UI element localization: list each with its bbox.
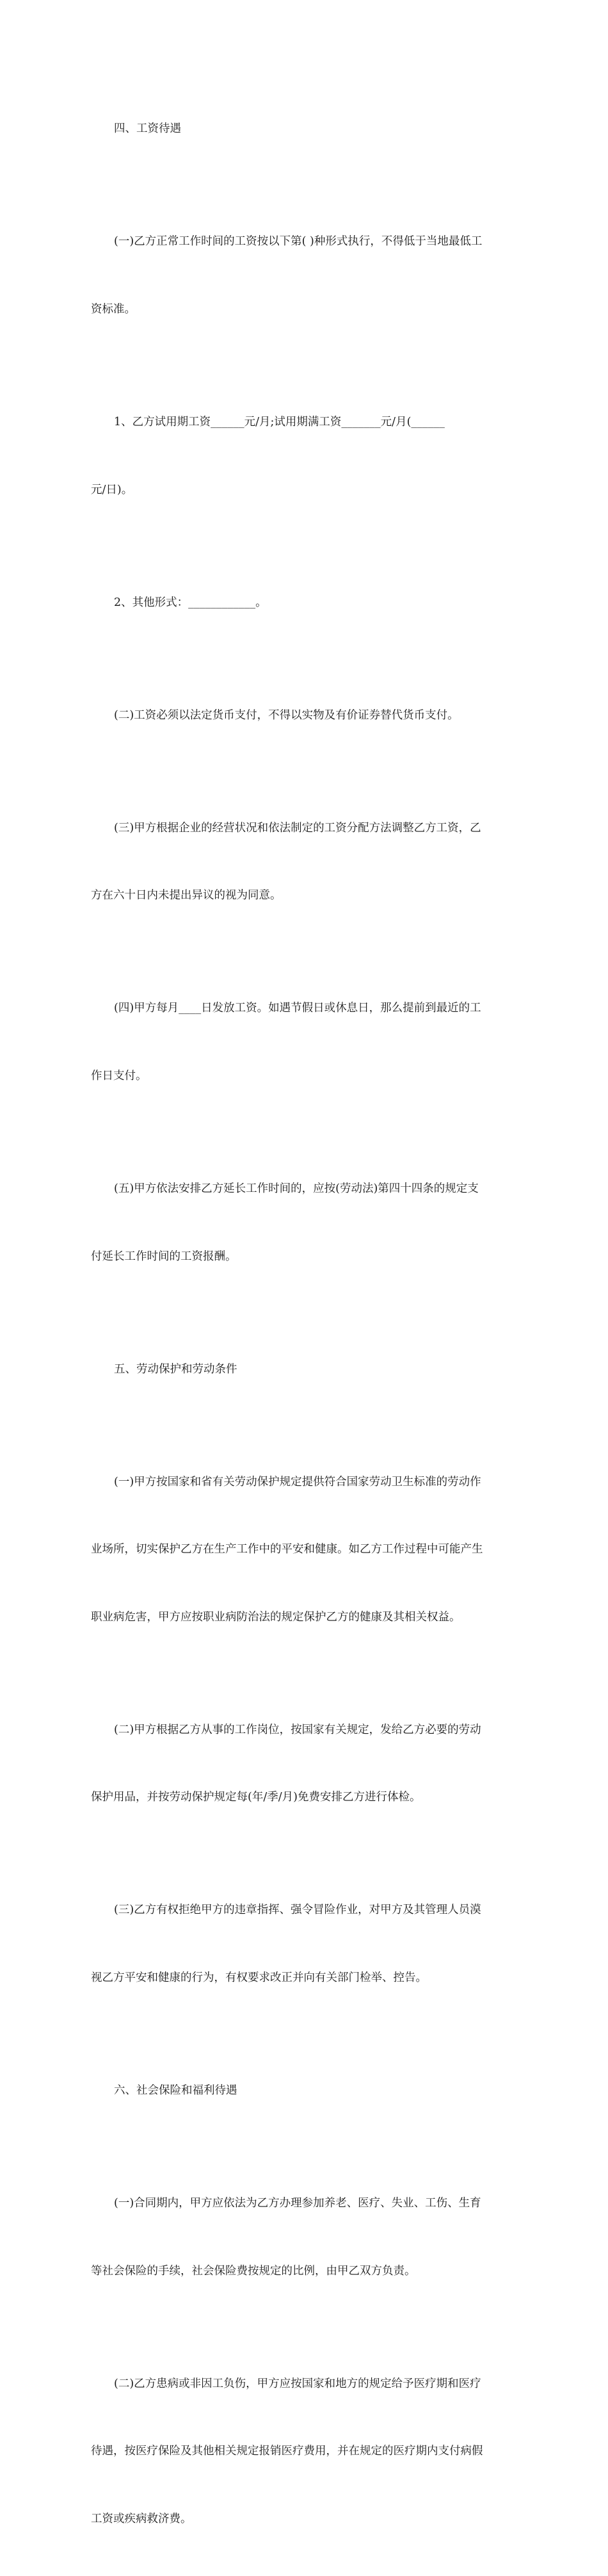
text-line: (二)工资必须以法定货币支付，不得以实物及有价证券替代货币支付。	[114, 708, 459, 722]
text-line: (四)甲方每月____日发放工资。如遇节假日或休息日，那么提前到最近的工	[114, 1002, 481, 1015]
text-line: (一)甲方按国家和省有关劳动保护规定提供符合国家劳动卫生标准的劳动作	[114, 1475, 481, 1488]
text-line: (五)甲方依法安排乙方延长工作时间的，应按(劳动法)第四十四条的规定支	[114, 1182, 479, 1195]
paragraph	[91, 546, 516, 659]
text-line: 四、工资待遇	[114, 122, 181, 136]
paragraph	[91, 1133, 516, 1314]
text-line: (一)合同期内，甲方应依法为乙方办理参加养老、医疗、失业、工伤、生育	[114, 2197, 481, 2210]
text-line: (三)甲方根据企业的经营状况和依法制定的工资分配方法调整乙方工资，乙	[114, 821, 481, 835]
section-heading-labor-protection	[91, 1313, 516, 1426]
text-line: 保护用品，并按劳动保护规定每(年/季/月)免费安排乙方进行体检。	[91, 1791, 421, 1804]
paragraph	[91, 2327, 516, 2575]
paragraph	[91, 1426, 516, 1674]
paragraph	[91, 186, 516, 366]
text-line: 1、乙方试用期工资______元/月;试用期满工资_______元/月(______	[114, 416, 445, 429]
paragraph	[91, 659, 516, 772]
document-page	[91, 73, 516, 2576]
paragraph	[91, 2148, 516, 2328]
paragraph	[91, 772, 516, 952]
paragraph	[91, 1854, 516, 2035]
text-line: 工资或疾病救济费。	[91, 2512, 192, 2525]
text-line: 作日支付。	[91, 1069, 147, 1082]
text-line: (二)乙方患病或非因工负伤，甲方应按国家和地方的规定给予医疗期和医疗	[114, 2377, 481, 2390]
text-line: 六、社会保险和福利待遇	[114, 2084, 237, 2098]
paragraph	[91, 1674, 516, 1854]
text-line: 方在六十日内未提出异议的视为同意。	[91, 889, 282, 902]
text-line: 业场所，切实保护乙方在生产工作中的平安和健康。如乙方工作过程中可能产生	[91, 1543, 483, 1556]
text-line: 等社会保险的手续，社会保险费按规定的比例，由甲乙双方负责。	[91, 2264, 416, 2278]
paragraph	[91, 366, 516, 547]
text-line: (二)甲方根据乙方从事的工作岗位，按国家有关规定，发给乙方必要的劳动	[114, 1723, 481, 1736]
text-line: (一)乙方正常工作时间的工资按以下第( )种形式执行，不得低于当地最低工	[114, 235, 483, 249]
text-line: (三)乙方有权拒绝甲方的违章指挥、强令冒险作业，对甲方及其管理人员漠	[114, 1903, 481, 1917]
text-line: 五、劳动保护和劳动条件	[114, 1362, 237, 1376]
text-line: 待遇，按医疗保险及其他相关规定报销医疗费用，并在规定的医疗期内支付病假	[91, 2445, 483, 2458]
text-line: 元/日)。	[91, 483, 133, 496]
section-heading-social-insurance	[91, 2035, 516, 2148]
text-line: 视乙方平安和健康的行为，有权要求改正并向有关部门检举、控告。	[91, 1971, 427, 1985]
text-line: 2、其他形式：____________。	[114, 596, 267, 609]
section-heading-wages	[91, 73, 516, 186]
text-line: 资标准。	[91, 303, 136, 316]
paragraph	[91, 952, 516, 1133]
text-line: 职业病危害，甲方应按职业病防治法的规定保护乙方的健康及其相关权益。	[91, 1610, 461, 1624]
text-line: 付延长工作时间的工资报酬。	[91, 1250, 237, 1263]
